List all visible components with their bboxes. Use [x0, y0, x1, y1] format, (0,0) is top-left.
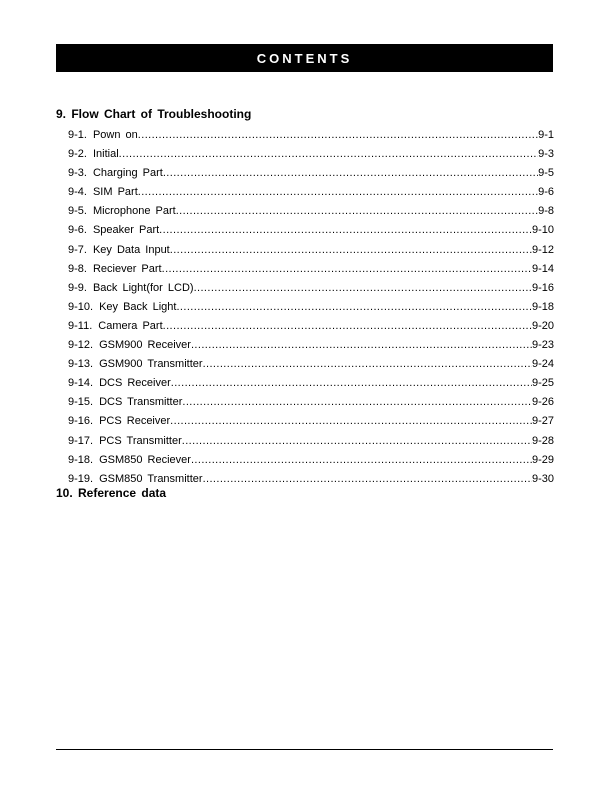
toc-entry-title: Reciever Part [92, 262, 162, 275]
toc-entry-title: Charging Part [92, 167, 163, 180]
toc-entry[interactable] [68, 393, 554, 412]
toc-entry[interactable] [68, 241, 554, 260]
toc-entry[interactable] [68, 451, 554, 470]
toc-entry-page: 9-20 [531, 319, 554, 332]
toc-entry-title: GSM850 Reciever [99, 453, 191, 466]
toc-entry-number: 9-4. [68, 186, 87, 199]
toc-entry[interactable] [68, 317, 554, 336]
toc-entry-page: 9-8 [538, 205, 554, 218]
section-9-heading: 9. Flow Chart of Troubleshooting [56, 107, 252, 121]
footer-divider [56, 749, 553, 750]
toc-entry-title: Initial [92, 148, 119, 161]
toc-entry[interactable] [68, 221, 554, 240]
toc-entry-number: 9-1. [68, 129, 87, 141]
toc-entry-number: 9-8. [68, 262, 87, 275]
toc-entry-title: Key Back Light [99, 300, 177, 313]
dot-leader [170, 241, 532, 260]
toc-entry-title: Camera Part [98, 319, 163, 332]
toc-entry[interactable] [68, 374, 554, 393]
toc-entry-title: Key Data Input [92, 243, 170, 256]
toc-entry-title: Pown on [92, 129, 138, 141]
dot-leader [182, 393, 532, 412]
page-title: CONTENTS [256, 50, 353, 66]
dot-leader [119, 145, 538, 164]
toc-entry[interactable] [68, 412, 554, 431]
dot-leader [163, 317, 532, 336]
toc-entry-number: 9-14. [68, 377, 94, 390]
dot-leader [138, 183, 538, 202]
toc-entry[interactable] [68, 202, 554, 221]
toc-entry-number: 9-7. [68, 243, 87, 256]
dot-leader [176, 298, 532, 317]
dot-leader [170, 412, 532, 431]
toc-entry-number: 9-9. [68, 281, 87, 294]
toc-entry-page: 9-16 [531, 281, 554, 294]
toc-entry-number: 9-6. [68, 224, 87, 237]
toc-entry-page: 9-28 [531, 434, 554, 447]
toc-entry-page: 9-3 [538, 148, 554, 161]
toc-entry-title: GSM900 Transmitter [99, 358, 203, 371]
toc-entry-page: 9-26 [531, 396, 554, 409]
dot-leader [191, 451, 532, 470]
toc-entry-title: PCS Transmitter [99, 434, 182, 447]
toc-entry-title: PCS Receiver [99, 415, 171, 428]
toc-entry-page: 9-24 [531, 358, 554, 371]
toc-entry-number: 9-10. [68, 300, 94, 313]
dot-leader [159, 221, 532, 240]
dot-leader [194, 279, 532, 298]
toc-entry[interactable] [68, 298, 554, 317]
toc-entry-number: 9-16. [68, 415, 94, 428]
toc-entry-number: 9-19. [68, 472, 94, 485]
toc-entry-number: 9-13. [68, 358, 94, 371]
toc-entry-page: 9-25 [531, 377, 554, 390]
toc-entry[interactable] [68, 183, 554, 202]
toc-entry-title: DCS Receiver [99, 377, 171, 390]
toc-entry-page: 9-5 [538, 167, 554, 180]
toc-entry[interactable] [68, 260, 554, 279]
toc-entry-title: GSM850 Transmitter [99, 472, 203, 485]
toc-entry[interactable] [68, 355, 554, 374]
toc-entry-number: 9-17. [68, 434, 94, 447]
toc-entry-number: 9-2. [68, 148, 87, 161]
toc-entry[interactable] [68, 432, 554, 451]
toc-entry[interactable] [68, 164, 554, 183]
toc-entry-number: 9-3. [68, 167, 87, 180]
toc-entry-title: DCS Transmitter [99, 396, 183, 409]
dot-leader [203, 355, 532, 374]
dot-leader [163, 164, 538, 183]
toc-entry-number: 9-12. [68, 339, 94, 352]
toc-entry-number: 9-11. [68, 319, 93, 332]
toc-entry-page: 9-10 [531, 224, 554, 237]
toc-entry-title: Speaker Part [92, 224, 160, 237]
toc-entry[interactable] [68, 126, 554, 145]
toc-entry-title: Back Light(for LCD) [92, 281, 194, 294]
section-10-heading[interactable]: 10. Reference data [56, 486, 167, 500]
dot-leader [171, 374, 532, 393]
toc-entry-title: Microphone Part [92, 205, 176, 218]
toc-entry-page: 9-6 [538, 186, 554, 199]
toc-entry-page: 9-23 [531, 339, 554, 352]
dot-leader [191, 336, 532, 355]
toc-entry[interactable] [68, 279, 554, 298]
toc-entry-page: 9-18 [531, 300, 554, 313]
dot-leader [176, 202, 538, 221]
toc-list [68, 126, 554, 489]
dot-leader [203, 470, 532, 489]
toc-entry-number: 9-15. [68, 396, 94, 409]
dot-leader [138, 126, 538, 145]
toc-entry-page: 9-29 [531, 453, 554, 466]
toc-entry-number: 9-18. [68, 453, 94, 466]
toc-entry-page: 9-30 [531, 472, 554, 485]
toc-entry-page: 9-1 [538, 129, 554, 141]
dot-leader [162, 260, 532, 279]
toc-entry-page: 9-12 [531, 243, 554, 256]
toc-entry-number: 9-5. [68, 205, 87, 218]
toc-entry-page: 9-14 [531, 262, 554, 275]
toc-entry[interactable] [68, 145, 554, 164]
dot-leader [182, 432, 532, 451]
toc-entry-title: GSM900 Receiver [99, 339, 191, 352]
contents-banner [56, 44, 553, 72]
toc-entry[interactable] [68, 336, 554, 355]
toc-entry-page: 9-27 [531, 415, 554, 428]
toc-entry-title: SIM Part [92, 186, 138, 199]
